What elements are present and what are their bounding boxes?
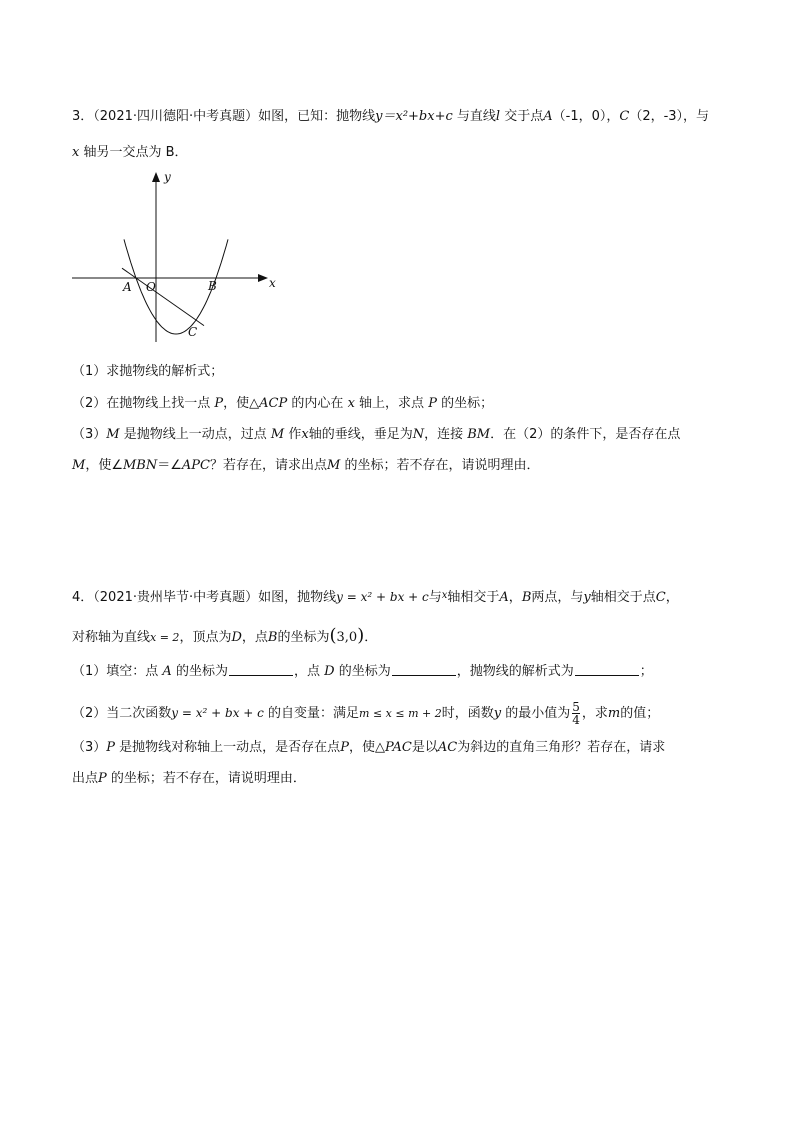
q4-sub-3-text: 为斜边的直角三角形？若存在，请求 <box>457 740 666 755</box>
q3-acp: ACP <box>259 396 288 411</box>
q4-source: （2021·贵州毕节·中考真题） <box>93 590 259 605</box>
q3-point-c-coord: （2，-3），与 <box>629 109 710 124</box>
q4-sub-3-line-2 <box>72 770 306 788</box>
q3-number: 3． <box>72 109 94 124</box>
q4-sub-3-text: 出点 <box>72 771 99 786</box>
q3-sub-2-text: （2）在抛物线上找一点 <box>72 396 211 411</box>
q4-sub-2-text: 的值； <box>620 706 660 721</box>
q3-line-1 <box>72 108 709 126</box>
fraction-denominator: 4 <box>572 713 580 727</box>
q4-point-d: D <box>324 664 335 679</box>
q4-inequality: m ≤ x ≤ m + 2 <box>359 707 442 720</box>
q4-text: 两点，与 <box>531 590 584 605</box>
q3-line-2 <box>72 144 188 162</box>
q3-sub-3-text: （3） <box>72 427 107 442</box>
q4-sub-1 <box>72 663 653 681</box>
q4-text: 轴相交于点 <box>590 590 656 605</box>
q4-p: P <box>340 740 349 755</box>
q4-paren-right: ) <box>357 625 365 646</box>
q4-text: ． <box>364 630 378 645</box>
q3-x: x <box>72 145 80 160</box>
point-a-label: A <box>123 280 132 294</box>
q3-text: 交于点 <box>504 109 544 124</box>
q4-sub-1-text: ； <box>639 664 653 679</box>
q4-sub-2-text: 时，函数 <box>441 706 494 721</box>
y-axis-arrow <box>152 172 160 182</box>
fraction-five-quarters <box>572 701 580 726</box>
q3-n: N <box>412 427 425 442</box>
q4-text: 轴相交于 <box>447 590 500 605</box>
q4-m: m <box>607 706 621 721</box>
q4-text: ， <box>665 590 679 605</box>
q3-sub-3-text: 轴的垂线，垂足为 <box>308 427 413 442</box>
x-axis-label: x <box>269 276 276 290</box>
q4-sub-1-text: ，抛物线的解析式为 <box>456 664 574 679</box>
q3-sub-2 <box>72 395 493 413</box>
q3-sub-3-line-2 <box>72 457 539 475</box>
q3-sub-2-text: 轴上，求点 <box>359 396 425 411</box>
q4-equation: y = x² + bx + c <box>171 706 264 720</box>
q4-ac: AC <box>437 740 458 755</box>
q4-sub-3-text: 的坐标；若不存在，请说明理由． <box>110 771 306 786</box>
q3-p: P <box>214 396 224 411</box>
q3-sub-3-text: ．在（2）的条件下，是否存在点 <box>490 427 681 442</box>
q3-point-c: C <box>619 109 630 124</box>
point-c-label: C <box>188 325 198 339</box>
q4-sub-1-text: 的坐标为 <box>175 664 228 679</box>
q3-sub-3-text: 是抛物线上一动点，过点 <box>123 427 267 442</box>
x-axis-arrow <box>258 274 268 282</box>
q3-text: 与直线 <box>456 109 496 124</box>
q3-sub-3-text: ＝∠ <box>157 458 182 473</box>
q4-point-b: B <box>267 630 278 645</box>
q3-point-a-coord: （-1，0）， <box>552 109 620 124</box>
q3-text: 轴另一交点为 B． <box>83 145 188 160</box>
fraction-numerator: 5 <box>572 700 580 714</box>
q3-m: M <box>270 427 285 442</box>
q4-y: y <box>583 590 591 605</box>
q3-figure <box>68 166 282 346</box>
q3-equation: y＝x²+bx+c <box>375 109 453 124</box>
q4-text: 的坐标为 <box>277 630 330 645</box>
q4-sub-3-text: ，使△ <box>348 740 385 755</box>
q3-x: x <box>301 427 309 442</box>
q4-sub-3-text: 是抛物线对称轴上一动点，是否存在点 <box>119 740 341 755</box>
q4-text: ， <box>508 590 522 605</box>
q4-sub-2-text: ，求 <box>581 706 608 721</box>
q4-sub-1-text: （1）填空：点 <box>72 664 159 679</box>
q3-apc: APC <box>181 458 210 473</box>
q4-sub-1-text: ，点 <box>293 664 320 679</box>
q4-sub-2-text: （2）当二次函数 <box>72 706 172 721</box>
answer-blank-expression[interactable] <box>575 663 639 676</box>
q4-sub-2 <box>72 701 659 726</box>
q3-sub-3-text: ，连接 <box>424 427 464 442</box>
q4-line-1 <box>72 587 679 607</box>
q4-text: ，点 <box>241 630 268 645</box>
q4-pac: PAC <box>384 740 412 755</box>
q3-m: M <box>106 427 120 442</box>
q3-bm: BM <box>467 427 491 442</box>
q3-sub-3-text: ？若存在，请求出点 <box>209 458 327 473</box>
answer-blank-a[interactable] <box>229 663 293 676</box>
q4-y: y <box>493 706 502 721</box>
q3-mbn: MBN <box>122 458 158 473</box>
q4-point-a: A <box>162 664 172 679</box>
q3-text: 如图，已知：抛物线 <box>258 109 376 124</box>
q4-number: 4． <box>72 590 94 605</box>
q4-equation: y = x² + bx + c <box>336 590 429 604</box>
q4-sub-3-text: （3） <box>72 740 107 755</box>
q3-sub-3 <box>72 426 680 444</box>
y-axis-label: y <box>164 170 171 184</box>
q3-m: M <box>326 458 341 473</box>
q3-line-l: l <box>495 109 501 124</box>
q3-sub-3-text: ，使∠ <box>85 458 123 473</box>
q4-paren-left: ( <box>329 625 337 646</box>
q4-p: P <box>106 740 116 755</box>
q3-sub-1-text: （1）求抛物线的解析式； <box>72 364 224 379</box>
point-o-label: O <box>146 280 156 294</box>
q4-sub-3 <box>72 739 665 757</box>
q3-sub-2-text: 的坐标； <box>441 396 494 411</box>
q4-sub-2-text: 的自变量：满足 <box>268 706 360 721</box>
q4-point-d: D <box>231 630 242 645</box>
q4-text: 与 <box>428 590 442 605</box>
q3-x: x <box>347 396 355 411</box>
line-ac <box>122 268 204 325</box>
q4-sub-2-text: 的最小值为 <box>505 706 571 721</box>
q4-sub-3-text: 是以 <box>411 740 438 755</box>
q3-source: （2021·四川德阳·中考真题） <box>93 109 259 124</box>
q4-p: P <box>98 771 107 786</box>
q4-point-b-coord: 3,0 <box>336 630 358 645</box>
q3-sub-2-text: ，使△ <box>223 396 260 411</box>
answer-blank-d[interactable] <box>392 663 456 676</box>
q4-text: ，顶点为 <box>179 630 232 645</box>
q4-text: 对称轴为直线 <box>72 630 151 645</box>
q4-sub-1-text: 的坐标为 <box>338 664 391 679</box>
q3-p: P <box>428 396 437 411</box>
q3-sub-3-text: 的坐标；若不存在，请说明理由． <box>344 458 540 473</box>
q4-line-2 <box>72 627 377 647</box>
q3-point-a: A <box>543 109 553 124</box>
q3-sub-1 <box>72 363 223 381</box>
q4-point-c: C <box>655 590 666 605</box>
q3-m: M <box>72 458 86 473</box>
q3-sub-3-text: 作 <box>288 427 302 442</box>
q4-text: 如图，抛物线 <box>258 590 337 605</box>
point-b-label: B <box>208 279 217 293</box>
q4-x: x <box>441 590 448 601</box>
q4-point-b: B <box>521 590 532 605</box>
q3-sub-2-text: 的内心在 <box>291 396 344 411</box>
q4-point-a: A <box>499 590 509 605</box>
q4-axis-eq: x = 2 <box>150 631 180 644</box>
